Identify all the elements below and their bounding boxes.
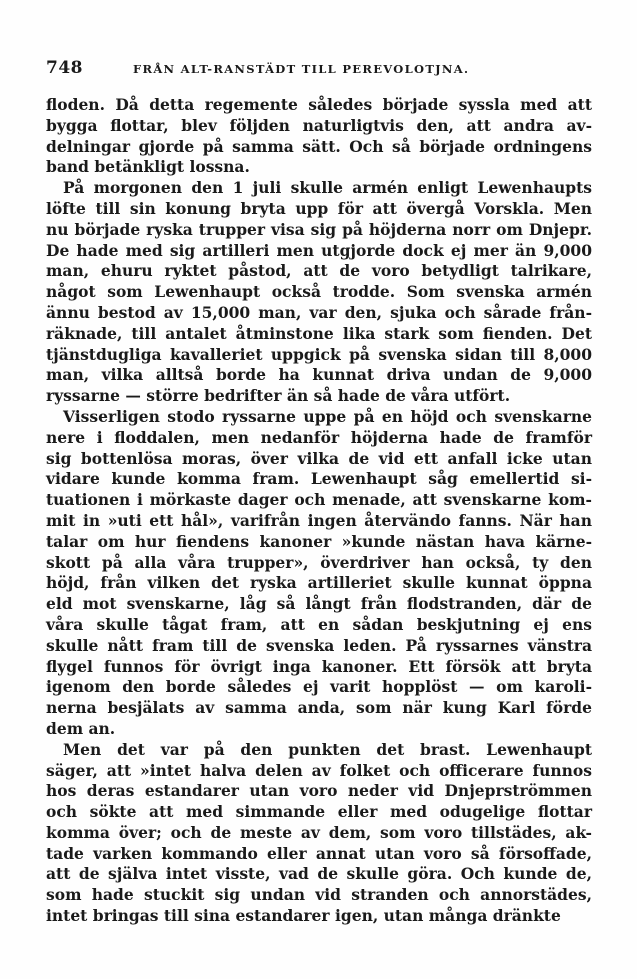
- text-line: sig bottenlösa moras, över vilka de vid ett anfall icke utan: [46, 448, 592, 468]
- text-line: ännu bestod av 15,000 man, var den, sjuka och sårade från-: [46, 302, 592, 322]
- text-line: man, ehuru ryktet påstod, att de voro betydligt talrikare,: [46, 261, 592, 281]
- text-line: ryssarne — större bedrifter än så hade de våra utfört.: [46, 386, 511, 406]
- text-line: delningar gjorde på samma sätt. Och så började ordningens: [46, 136, 592, 156]
- text-line: nu började ryska trupper visa sig på höjderna norr om Dnjepr.: [46, 219, 592, 239]
- text-line: De hade med sig artilleri men utgjorde dock ej mer än 9,000: [46, 240, 592, 260]
- text-line: tjänstdugliga kavalleriet uppgick på svenska sidan till 8,000: [46, 344, 592, 364]
- page-header: [46, 58, 594, 84]
- text-line: bygga flottar, blev följden naturligtvis den, att andra av-: [46, 115, 592, 135]
- text-line: säger, att »intet halva delen av folket och officerare funnos: [46, 760, 592, 780]
- text-line: mit in »uti ett hål», varifrån ingen återvändo fanns. När han: [46, 510, 592, 530]
- text-line: nere i floddalen, men nedanför höjderna hade de framför: [46, 427, 592, 447]
- text-line: flygel funnos för övrigt inga kanoner. Ett försök att bryta: [46, 656, 592, 676]
- body-text: [46, 95, 592, 927]
- text-line: man, vilka alltså borde ha kunnat driva undan de 9,000: [46, 365, 592, 385]
- text-line: skott på alla våra trupper», överdriver han också, ty den: [46, 552, 592, 572]
- text-line: hos deras estandarer utan voro neder vid Dnjeprströmmen: [46, 781, 592, 801]
- text-line: som hade stuckit sig undan vid stranden och annorstädes,: [46, 885, 592, 905]
- text-line: räknade, till antalet åtminstone lika stark som fienden. Det: [46, 323, 592, 343]
- text-line: intet bringas till sina estandarer igen, utan många dränkte: [46, 906, 561, 926]
- page-number: 748: [46, 58, 83, 78]
- text-line: band betänkligt lossna.: [46, 157, 250, 177]
- text-line: och sökte att med simmande eller med odugelige flottar: [46, 802, 592, 822]
- running-title: FRÅN ALT-RANSTÄDT TILL PEREVOLOTJNA.: [133, 62, 470, 76]
- text-line: igenom den borde således ej varit hopplöst — om karoli-: [46, 677, 592, 697]
- text-line: Visserligen stodo ryssarne uppe på en höjd och svenskarne: [63, 406, 592, 426]
- text-line: tade varken kommando eller annat utan voro så försoffade,: [46, 843, 592, 863]
- text-line: vidare kunde komma fram. Lewenhaupt såg emellertid si-: [46, 469, 592, 489]
- text-line: På morgonen den 1 juli skulle armén enligt Lewenhaupts: [63, 178, 592, 198]
- text-line: höjd, från vilken det ryska artilleriet skulle kunnat öppna: [46, 573, 592, 593]
- text-line: talar om hur fiendens kanoner »kunde nästan hava kärne-: [46, 531, 592, 551]
- text-line: nerna besjälats av samma anda, som när kung Karl förde: [46, 698, 592, 718]
- text-line: löfte till sin konung bryta upp för att övergå Vorskla. Men: [46, 198, 592, 218]
- text-line: våra skulle tågat fram, att en sådan beskjutning ej ens: [46, 614, 592, 634]
- text-line: eld mot svenskarne, låg så långt från flodstranden, där de: [46, 594, 592, 614]
- text-line: komma över; och de meste av dem, som voro tillstädes, ak-: [46, 822, 592, 842]
- text-line: tuationen i mörkaste dager och menade, att svenskarne kom-: [46, 490, 592, 510]
- text-line: Men det var på den punkten det brast. Lewenhaupt: [63, 739, 592, 759]
- text-line: något som Lewenhaupt också trodde. Som svenska armén: [46, 282, 592, 302]
- text-line: dem an.: [46, 718, 116, 738]
- text-line: skulle nått fram till de svenska leden. På ryssarnes vänstra: [46, 635, 592, 655]
- text-line: floden. Då detta regemente således började syssla med att: [46, 95, 592, 114]
- text-line: att de själva intet visste, vad de skulle göra. Och kunde de,: [46, 864, 592, 884]
